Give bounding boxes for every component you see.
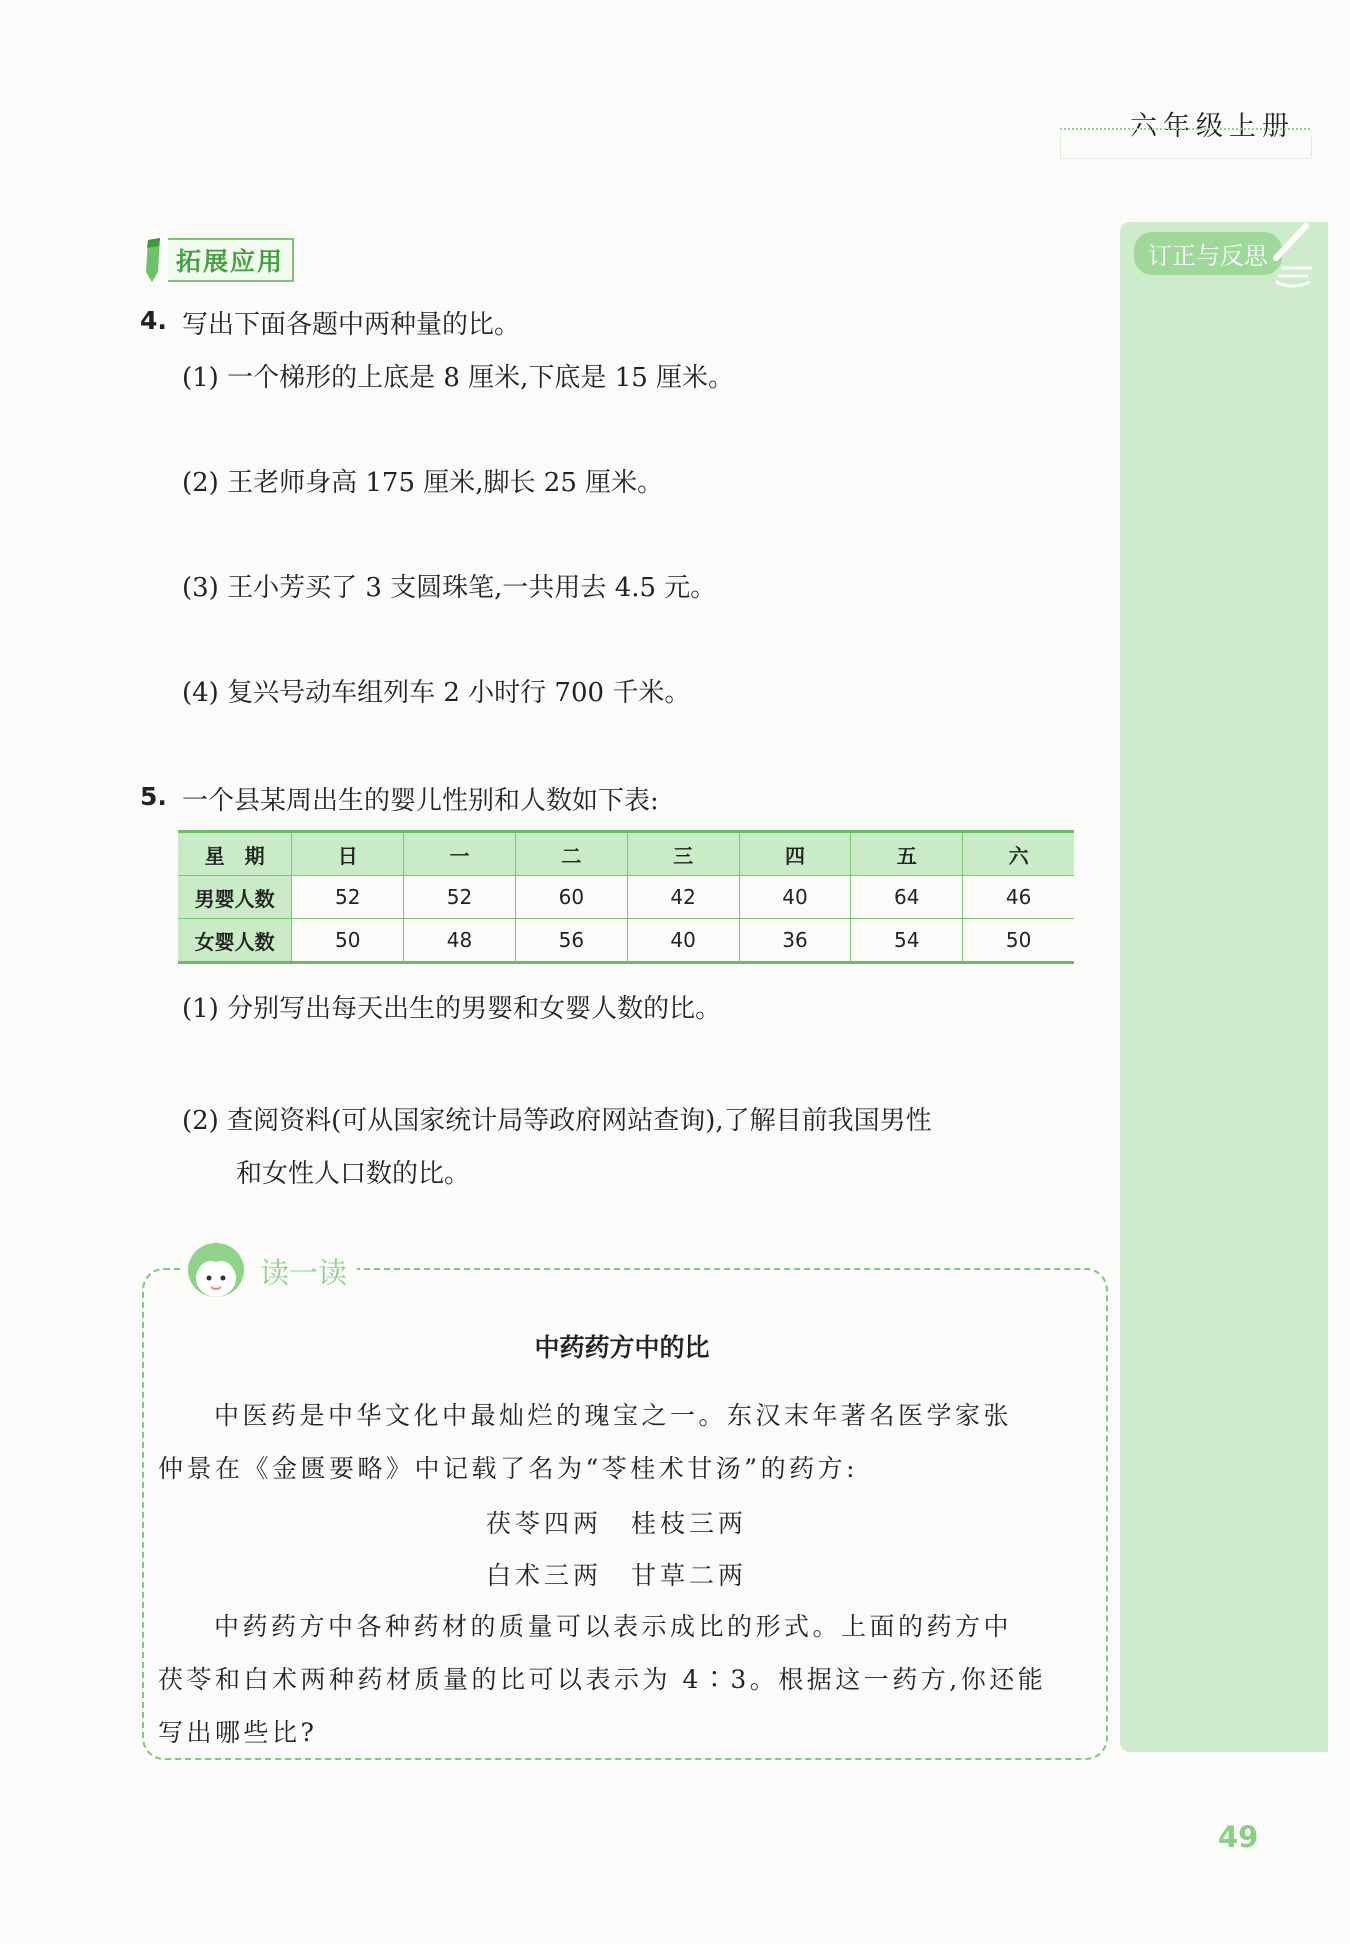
- table-cell: 40: [739, 876, 851, 919]
- reading-para-1-line-2: 仲景在《金匮要略》中记载了名为“苓桂术甘汤”的药方:: [158, 1454, 858, 1483]
- table-cell: 60: [515, 876, 627, 919]
- section-label: 拓展应用: [168, 238, 294, 282]
- table-cell: 50: [963, 919, 1074, 963]
- question-4-item-2: (2) 王老师身高 175 厘米,脚长 25 厘米。: [182, 468, 664, 498]
- grade-box: [1060, 136, 1312, 159]
- table-cell: 五: [851, 832, 963, 876]
- question-4-item-3: (3) 王小芳买了 3 支圆珠笔,一共用去 4.5 元。: [182, 573, 717, 603]
- section-header: [140, 236, 294, 284]
- recipe-line-1: 茯苓四两 桂枝三两: [486, 1509, 748, 1538]
- question-5-item-2-cont: 和女性人口数的比。: [236, 1159, 471, 1189]
- table-cell: 四: [739, 832, 851, 876]
- table-cell: 52: [292, 876, 404, 919]
- table-cell: 64: [851, 876, 963, 919]
- question-4-prompt: 写出下面各题中两种量的比。: [182, 310, 521, 340]
- recipe-line-2: 白术三两 甘草二两: [486, 1561, 748, 1590]
- table-row: [178, 876, 1074, 919]
- reflection-column: [1120, 222, 1328, 1752]
- table-cell: 48: [404, 919, 516, 963]
- table-cell: 女婴人数: [178, 919, 292, 963]
- table-cell: 男婴人数: [178, 876, 292, 919]
- reading-para-1-line-1: 中医药是中华文化中最灿烂的瑰宝之一。东汉末年著名医学家张: [214, 1401, 1013, 1430]
- question-4-item-4: (4) 复兴号动车组列车 2 小时行 700 千米。: [182, 678, 691, 708]
- table-cell: 52: [404, 876, 516, 919]
- table-cell: 50: [292, 919, 404, 963]
- grade-label: 六年级上册: [1130, 111, 1295, 142]
- table-cell: 二: [515, 832, 627, 876]
- reading-header: [182, 1240, 357, 1302]
- page-number: 49: [1218, 1820, 1259, 1854]
- table-cell: 星 期: [178, 832, 292, 876]
- table-cell: 三: [627, 832, 739, 876]
- reading-para-2-line-2: 茯苓和白术两种药材质量的比可以表示为 4∶3。根据这一药方,你还能: [158, 1665, 1047, 1694]
- pen-icon: [140, 236, 166, 284]
- reading-para-2-line-3: 写出哪些比?: [158, 1718, 318, 1747]
- table-cell: 36: [739, 919, 851, 963]
- girl-face-icon: [182, 1240, 250, 1302]
- grade-divider: [1060, 128, 1310, 130]
- reflection-title: 订正与反思: [1134, 232, 1282, 275]
- table-cell: 56: [515, 919, 627, 963]
- table-cell: 46: [963, 876, 1074, 919]
- table-cell: 一: [404, 832, 516, 876]
- table-cell: 六: [963, 832, 1074, 876]
- question-5-prompt: 一个县某周出生的婴儿性别和人数如下表:: [182, 786, 659, 816]
- question-5-item-2: (2) 查阅资料(可从国家统计局等政府网站查询),了解目前我国男性: [182, 1106, 932, 1136]
- question-4-number: 4.: [140, 306, 167, 335]
- table-header-row: [178, 832, 1074, 876]
- birth-table: [178, 830, 1074, 964]
- table-cell: 54: [851, 919, 963, 963]
- question-5-number: 5.: [140, 782, 167, 811]
- pencil-icon: [1262, 218, 1318, 288]
- reading-para-2-line-1: 中药药方中各种药材的质量可以表示成比的形式。上面的药方中: [214, 1612, 1013, 1641]
- question-5-item-1: (1) 分别写出每天出生的男婴和女婴人数的比。: [182, 994, 722, 1024]
- question-4-item-1: (1) 一个梯形的上底是 8 厘米,下底是 15 厘米。: [182, 363, 735, 393]
- table-cell: 42: [627, 876, 739, 919]
- table-cell: 日: [292, 832, 404, 876]
- reading-label: 读一读: [260, 1255, 348, 1290]
- reading-title: 中药药方中的比: [534, 1333, 710, 1362]
- table-cell: 40: [627, 919, 739, 963]
- table-row: [178, 919, 1074, 963]
